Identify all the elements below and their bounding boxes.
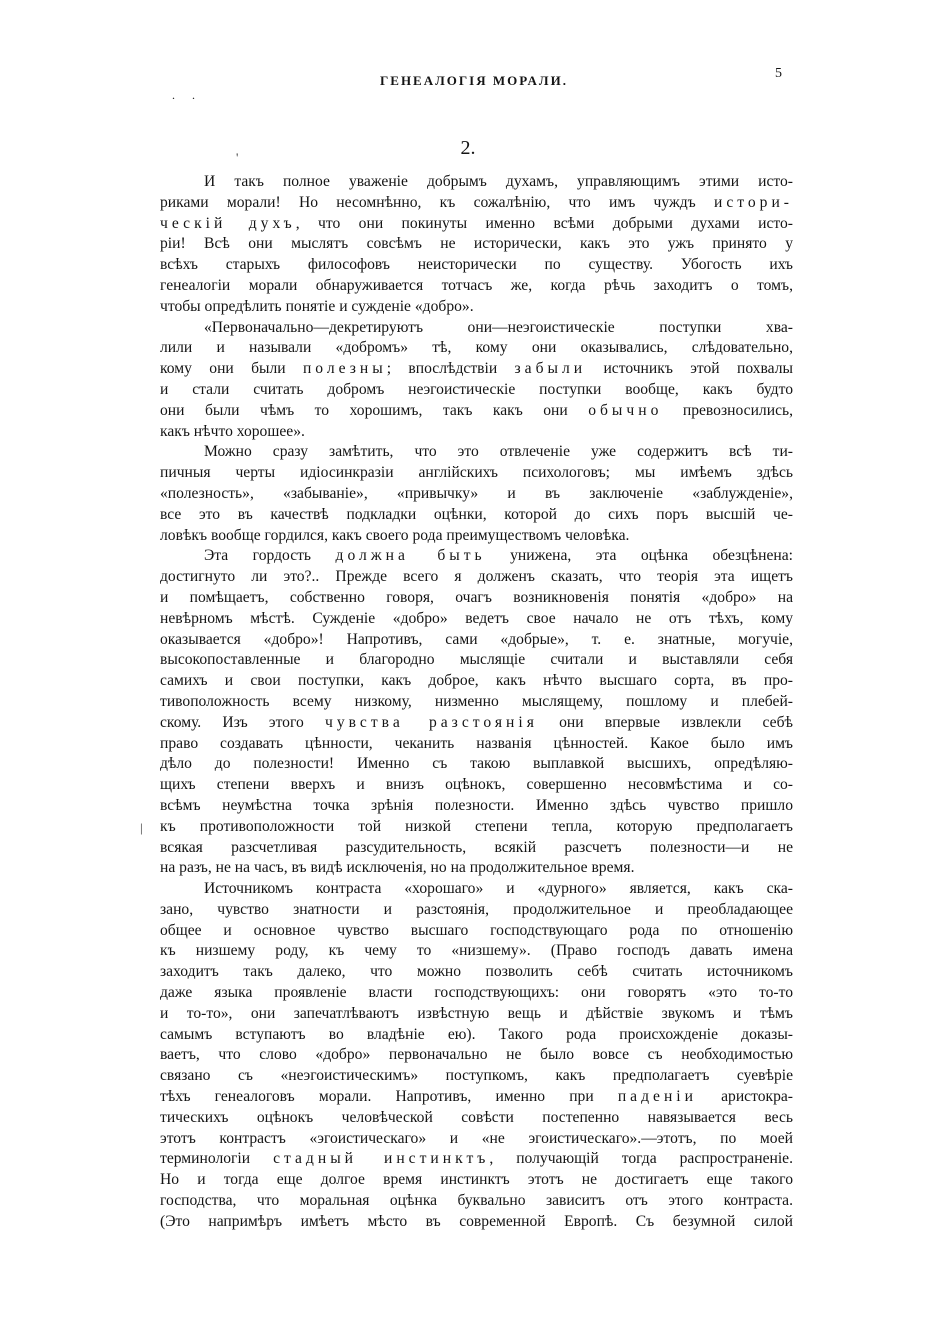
text-line <box>160 588 793 609</box>
text-line <box>160 630 793 651</box>
text-line <box>160 983 793 1004</box>
text-line <box>160 318 793 339</box>
text-segment: Источникомъ контраста «хорошаго» и «дурного» является, какъ ска- <box>204 880 793 898</box>
text-line <box>160 401 793 422</box>
spaced-emphasis: паденіи <box>617 1088 697 1106</box>
text-line <box>160 900 793 921</box>
text-line <box>160 255 793 276</box>
text-line <box>160 193 793 214</box>
text-line <box>160 359 793 380</box>
text-line <box>160 858 793 879</box>
text-segment: къ противоположности той низкой степени тепла, которую предполагаетъ <box>160 817 793 835</box>
spaced-emphasis: полезны <box>302 360 387 378</box>
text-segment: Но и тогда еще долгое время инстинктъ этотъ не достигаетъ еще такого <box>160 1171 793 1189</box>
text-line <box>160 1045 793 1066</box>
text-line <box>160 276 793 297</box>
text-segment: все это въ качествѣ подкладки оцѣнки, которой до сихъ поръ высшій че- <box>160 505 793 523</box>
text-line <box>160 1212 793 1233</box>
text-line <box>160 921 793 942</box>
text-segment: Можно сразу замѣтить, что это отвлеченіе уже содержитъ всѣ ти- <box>204 443 793 461</box>
text-line <box>160 297 793 318</box>
text-segment: «полезность», «забываніе», «привычку» и въ заключеніе «заблужденіе», <box>160 484 793 502</box>
text-line <box>160 1129 793 1150</box>
text-line <box>160 214 793 235</box>
text-line <box>160 817 793 838</box>
text-line <box>160 422 793 443</box>
text-segment: щихъ степени вверхъ и внизъ оцѣнокъ, совершенно несовмѣстима и со- <box>160 776 793 794</box>
text-segment: (Это напримѣръ имѣетъ мѣсто въ современной Европѣ. Съ безумной силой <box>160 1212 793 1230</box>
text-line <box>160 442 793 463</box>
text-line <box>160 754 793 775</box>
text-segment: этотъ контрастъ «эгоистическаго» и «не эгоистическаго».—этотъ, по моей <box>160 1129 793 1147</box>
text-line <box>160 838 793 859</box>
text-line <box>160 1170 793 1191</box>
text-line <box>160 338 793 359</box>
body-text <box>160 172 793 1233</box>
text-segment: на разъ, не на часъ, въ видѣ исключенія, но на продолжительное время. <box>160 859 635 877</box>
text-segment: заходитъ такъ далеко, что можно позволить себѣ считать источникомъ <box>160 963 793 981</box>
text-segment: ваетъ, что слово «добро» первоначально не было вовсе съ необходимостью <box>160 1046 793 1064</box>
text-segment: всѣмъ неумѣстна точка зрѣнія полезности. Именно здѣсь чувство пришло <box>160 796 793 814</box>
text-line <box>160 796 793 817</box>
text-segment: аристокра- <box>696 1088 793 1106</box>
text-segment: господства, что моральная оцѣнка буквально зависитъ отъ этого контраста. <box>160 1192 793 1210</box>
text-line <box>160 567 793 588</box>
text-segment: общее и основное чувство высшаго господствующаго рода по отношенію <box>160 921 793 939</box>
text-segment: всякая разсчетливая разсудительность, всякій разсчетъ полезности—и не <box>160 838 793 856</box>
text-segment: какъ нѣчто хорошее». <box>160 422 305 440</box>
running-head-title: ГЕНЕАЛОГІЯ МОРАЛИ. <box>380 73 568 88</box>
text-segment: право создавать цѣнности, чеканить названія цѣнностей. Какое было имъ <box>160 734 793 752</box>
text-segment: унижена, эта оцѣнка обезцѣнена: <box>485 547 793 565</box>
text-line <box>160 713 793 734</box>
spaced-emphasis: истори- <box>713 193 793 211</box>
text-segment: тивоположность всему низкому, низменно мыслящему, пошлому и плебей- <box>160 692 793 710</box>
text-segment: лили и называли «добромъ» тѣ, кому они оказывались, слѣдовательно, <box>160 339 793 357</box>
margin-print-mark: | <box>140 820 143 835</box>
text-segment: самымъ вступаютъ во владѣніе ею). Такого рода происхожденіе доказы- <box>160 1025 793 1043</box>
section-number: 2. <box>460 137 476 159</box>
text-line <box>160 526 793 547</box>
text-segment: связано съ «неэгоистическимъ» поступкомъ, какъ предполагаетъ суевѣріе <box>160 1067 793 1085</box>
text-segment: кому они были <box>160 360 303 378</box>
text-segment: риками морали! Но несомнѣнно, къ сожалѣнію, что имъ чуждъ <box>160 193 714 211</box>
text-segment: «Первоначально—декретируютъ они—неэгоистическіе поступки хва- <box>204 318 793 336</box>
text-segment: И такъ полное уваженіе добрымъ духамъ, управляющимъ этими исто- <box>204 173 793 190</box>
spaced-emphasis: стадный инстинктъ <box>273 1150 490 1168</box>
text-line <box>160 380 793 401</box>
text-segment: ; впослѣдствіи <box>386 360 515 378</box>
text-line <box>160 463 793 484</box>
text-segment: высокопоставленные и благородно мыслящіе считали и выставляли себя <box>160 651 793 669</box>
text-line <box>160 609 793 630</box>
text-segment: они впервые извлекли себѣ <box>537 713 793 731</box>
text-segment: , получающій тогда распространеніе. <box>489 1150 793 1168</box>
text-line <box>160 505 793 526</box>
text-line <box>160 941 793 962</box>
text-segment: дѣло до полезности! Именно съ такою выплавкой высшихъ, опредѣляю- <box>160 755 793 773</box>
text-line <box>160 1108 793 1129</box>
text-segment: Эта гордость <box>204 547 336 565</box>
text-line <box>160 734 793 755</box>
text-segment: даже языка проявленіе власти господствующихъ: они говорятъ «это то-то <box>160 984 793 1002</box>
text-line <box>160 671 793 692</box>
text-line <box>160 879 793 900</box>
text-line <box>160 962 793 983</box>
text-line <box>160 1066 793 1087</box>
spaced-emphasis: чувства разстоянія <box>325 713 538 731</box>
text-segment: достигнуто ли это?.. Прежде всего я долженъ сказать, что теорія эта ищетъ <box>160 568 793 586</box>
text-line <box>160 1149 793 1170</box>
text-segment: оказывается «добро»! Напротивъ, сами «добрые», т. е. знатные, могучіе, <box>160 630 793 648</box>
spaced-emphasis: обычно <box>588 401 663 419</box>
text-segment: скому. Изъ этого <box>160 713 326 731</box>
text-segment: источникъ этой похвалы <box>586 360 793 378</box>
page-number: 5 <box>775 66 782 81</box>
text-segment: тѣхъ генеалоговъ морали. Напротивъ, именно при <box>160 1088 618 1106</box>
text-segment: и помѣщаетъ, собственно говоря, очагъ возникновенія понятія «добро» на <box>160 588 793 606</box>
text-line <box>160 484 793 505</box>
stray-print-mark: ' <box>236 150 239 165</box>
text-line <box>160 692 793 713</box>
text-segment: и то-то», они запечатлѣваютъ извѣстную вещь и дѣйствіе звукомъ и тѣмъ <box>160 1004 793 1022</box>
text-segment: тическихъ оцѣнокъ человѣческой совѣсти постепенно навязывается весь <box>160 1108 793 1126</box>
spaced-emphasis: должна быть <box>335 547 486 565</box>
text-line <box>160 650 793 671</box>
text-segment: пичныя черты идіосинкразіи англійскихъ психологовъ; мы имѣемъ здѣсь <box>160 464 793 482</box>
text-line <box>160 1087 793 1108</box>
spaced-emphasis: ческій духъ <box>160 214 296 232</box>
text-segment: превозносились, <box>662 401 793 419</box>
text-line <box>160 172 793 193</box>
text-segment: , что они покинуты именно всѣми добрыми духами исто- <box>295 214 793 232</box>
text-segment: терминологіи <box>160 1150 274 1168</box>
text-segment: и стали считать добромъ неэгоистическіе поступки вообще, какъ будто <box>160 380 793 398</box>
text-segment: зано, чувство знатности и разстоянія, продолжительное и преобладающее <box>160 900 793 918</box>
text-segment: невѣрномъ мѣстѣ. Сужденіе «добро» ведетъ свое начало не отъ тѣхъ, кому <box>160 609 793 627</box>
text-segment: ріи! Всѣ они мыслятъ совсѣмъ не исторически, какъ это ужъ принято у <box>160 235 793 253</box>
text-line <box>160 234 793 255</box>
text-line <box>160 546 793 567</box>
text-segment: ловѣкъ вообще гордился, какъ своего рода преимуществомъ человѣка. <box>160 526 630 544</box>
text-line <box>160 1025 793 1046</box>
text-segment: они были чѣмъ то хорошимъ, такъ какъ они <box>160 401 589 419</box>
text-line <box>160 1191 793 1212</box>
text-segment: самихъ и свои поступки, какъ доброе, какъ нѣчто высшаго сорта, въ про- <box>160 672 793 690</box>
text-segment: генеалогіи морали обнаруживается тотчасъ же, когда рѣчь заходитъ о томъ, <box>160 276 793 294</box>
text-segment: всѣхъ старыхъ философовъ неисторически по существу. Убогость ихъ <box>160 256 793 274</box>
spaced-emphasis: забыли <box>514 360 587 378</box>
corner-dots: . . <box>172 88 202 102</box>
text-line <box>160 1004 793 1025</box>
text-line <box>160 775 793 796</box>
text-segment: къ низшему роду, къ чему то «низшему». (Право господъ давать имена <box>160 942 793 960</box>
text-segment: чтобы опредѣлить понятіе и сужденіе «добро». <box>160 297 474 315</box>
